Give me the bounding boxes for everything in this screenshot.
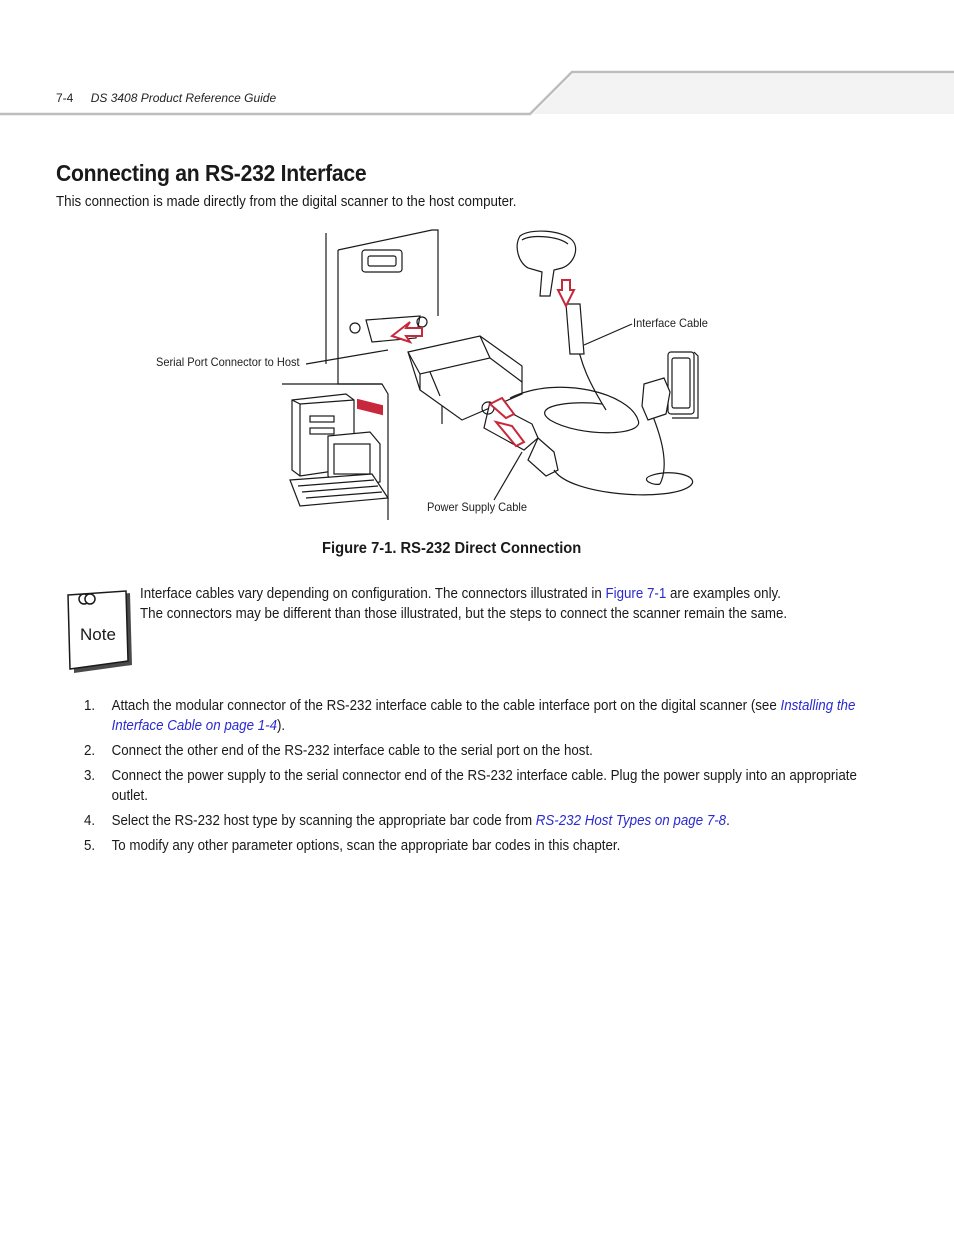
note-icon-label: Note (80, 625, 116, 644)
step-text-after: . (726, 813, 730, 829)
guide-title: DS 3408 Product Reference Guide (90, 91, 277, 105)
step-text: To modify any other parameter options, scan the appropriate bar codes in this chapter. (111, 838, 621, 854)
list-item (84, 766, 875, 806)
step-text: Select the RS-232 host type by scanning the appropriate bar code from (111, 813, 536, 829)
step-text: Connect the other end of the RS-232 interface cable to the serial port on the host. (111, 743, 593, 759)
rs232-connection-figure (150, 224, 720, 524)
section-intro: This connection is made directly from the digital scanner to the host computer. (56, 194, 517, 210)
note-text-after: are examples only. The connectors may be different than those illustrated, but the steps to connect the scanner remain the same. (140, 586, 788, 622)
running-head (56, 91, 276, 105)
list-item (84, 836, 875, 856)
note-icon (60, 585, 136, 677)
installing-cable-link[interactable]: Installing the Interface Cable on page 1-4 (111, 698, 856, 734)
list-item (84, 696, 875, 736)
figure-link[interactable]: Figure 7-1 (605, 586, 667, 602)
page-number: 7-4 (56, 91, 74, 105)
step-number: 5. (84, 838, 96, 854)
label-power-supply: Power Supply Cable (427, 500, 528, 514)
steps-list (84, 696, 875, 861)
step-number: 2. (84, 743, 96, 759)
list-item (84, 741, 875, 761)
label-interface-cable: Interface Cable (633, 316, 708, 330)
list-item (84, 811, 875, 831)
step-number: 1. (84, 698, 96, 714)
host-types-link[interactable]: RS-232 Host Types on page 7-8 (535, 813, 727, 829)
step-text: Attach the modular connector of the RS-232 interface cable to the cable interface port on the digital scanner (see (111, 698, 781, 714)
step-text-after: ). (276, 718, 286, 734)
label-serial-port: Serial Port Connector to Host (156, 355, 300, 369)
step-number: 4. (84, 813, 96, 829)
figure-caption: Figure 7-1. RS-232 Direct Connection (322, 540, 582, 557)
step-text: Connect the power supply to the serial connector end of the RS-232 interface cable. Plug the power supply into an appropriate outlet. (111, 768, 857, 804)
note-text-before: Interface cables vary depending on configuration. The connectors illustrated in (140, 586, 606, 602)
section-title: Connecting an RS-232 Interface (56, 160, 367, 186)
rs232-illustration (150, 224, 720, 524)
step-number: 3. (84, 768, 96, 784)
note-text (140, 584, 802, 624)
